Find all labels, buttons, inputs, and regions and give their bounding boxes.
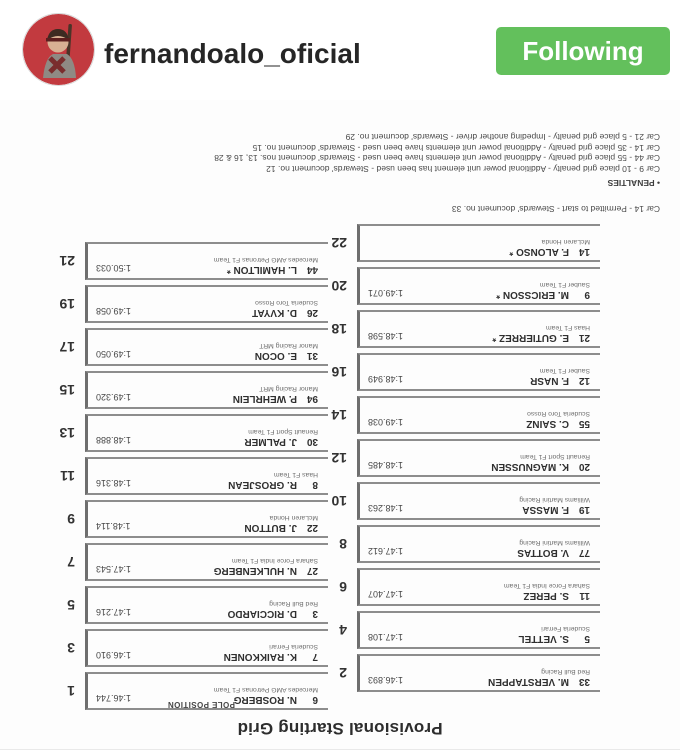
lap-time: 1:48.949 bbox=[368, 374, 404, 384]
car-number: 12 bbox=[578, 375, 590, 386]
driver-info bbox=[131, 470, 328, 493]
lap-time: 1:48.316 bbox=[96, 478, 132, 488]
grid-slot-box bbox=[357, 353, 600, 391]
penalties-section bbox=[214, 132, 660, 188]
team-name: Manor Racing MRT bbox=[259, 342, 318, 349]
penalties-title: • PENALTIES bbox=[607, 178, 660, 188]
username[interactable]: fernandoalo_oficial bbox=[104, 38, 361, 69]
penalty-line: Car 44 - 55 place grid penalty - Additional power unit elements have been used - Stewards' document nos. 13, 16 & 28 bbox=[214, 153, 660, 164]
driver-info bbox=[131, 642, 328, 665]
driver-info bbox=[131, 341, 328, 364]
team-name: Sauber F1 Team bbox=[539, 367, 590, 374]
driver-info bbox=[403, 538, 600, 561]
driver-name bbox=[407, 418, 590, 428]
lap-time: 1:48.598 bbox=[368, 331, 404, 341]
driver-surname: V. BOTTAS bbox=[517, 547, 569, 558]
position-number: 16 bbox=[331, 364, 347, 380]
driver-info bbox=[403, 280, 600, 303]
team-name: Williams Martini Racing bbox=[519, 539, 590, 546]
team-name: Red Bull Racing bbox=[269, 600, 318, 607]
samurai-avatar-icon bbox=[23, 14, 94, 85]
driver-surname: F. MASSA bbox=[522, 504, 569, 515]
lap-time: 1:49.071 bbox=[368, 288, 404, 298]
driver-name bbox=[135, 264, 318, 274]
driver-name bbox=[135, 393, 318, 403]
penalty-line: Car 9 - 10 place grid penalty - Additional power unit element has been used - Stewards' document no. 12 bbox=[266, 164, 660, 174]
team-name: Mercedes AMG Petronas F1 Team bbox=[213, 256, 318, 263]
grid-slot-box bbox=[85, 500, 328, 538]
driver-name bbox=[135, 565, 318, 575]
position-number: 22 bbox=[331, 235, 347, 251]
team-name: Manor Racing MRT bbox=[259, 385, 318, 392]
driver-surname: J. BUTTON bbox=[244, 522, 297, 533]
driver-info bbox=[131, 427, 328, 450]
grid-slot-box bbox=[357, 439, 600, 477]
car-number: 14 bbox=[578, 246, 590, 257]
position-number: 17 bbox=[59, 339, 75, 355]
driver-surname: J. PALMER bbox=[244, 436, 297, 447]
driver-surname: N. ROSBERG bbox=[233, 694, 297, 705]
team-name: McLaren Honda bbox=[541, 238, 590, 245]
car-number: 20 bbox=[578, 461, 590, 472]
driver-info bbox=[130, 513, 328, 536]
grid-slot-box bbox=[85, 586, 328, 624]
grid-slot-box bbox=[85, 242, 328, 280]
driver-info bbox=[403, 409, 600, 432]
driver-surname: K. MAGNUSSEN bbox=[491, 461, 569, 472]
car-number: 30 bbox=[306, 436, 318, 447]
following-button[interactable]: Following bbox=[496, 27, 670, 75]
grid-slot-box bbox=[357, 396, 600, 434]
team-name: Renault Sport F1 Team bbox=[248, 428, 318, 435]
team-name: Sahara Force India F1 Team bbox=[503, 582, 590, 589]
grid-slot-box bbox=[85, 371, 328, 409]
team-name: Haas F1 Team bbox=[545, 324, 590, 331]
driver-name bbox=[135, 694, 318, 704]
driver-surname: C. SAINZ bbox=[526, 418, 569, 429]
lap-time: 1:47.108 bbox=[368, 632, 404, 642]
position-number: 20 bbox=[331, 278, 347, 294]
team-name: Scuderia Ferrari bbox=[269, 643, 318, 650]
position-number: 3 bbox=[67, 640, 75, 656]
team-name: McLaren Honda bbox=[269, 514, 318, 521]
team-name: Williams Martini Racing bbox=[519, 496, 590, 503]
position-number: 18 bbox=[331, 321, 347, 337]
driver-info bbox=[403, 581, 600, 604]
driver-name bbox=[135, 350, 318, 360]
driver-info bbox=[131, 556, 328, 579]
driver-name bbox=[135, 307, 318, 317]
driver-info bbox=[368, 237, 600, 260]
team-name: Red Bull Racing bbox=[541, 668, 590, 675]
grid-slot-box bbox=[85, 457, 328, 495]
grid-slot-box bbox=[85, 672, 328, 710]
driver-info bbox=[403, 624, 600, 647]
post-header bbox=[0, 0, 680, 100]
team-name: Sahara Force India F1 Team bbox=[231, 557, 318, 564]
driver-name bbox=[135, 479, 318, 489]
permitted-note: Car 14 - Permitted to start - Stewards' document no. 33 bbox=[451, 204, 660, 214]
lap-time: 1:48.114 bbox=[96, 521, 131, 531]
driver-surname: N. HULKENBERG bbox=[213, 565, 297, 576]
lap-time: 1:46.744 bbox=[96, 693, 132, 703]
car-number: 44 bbox=[306, 264, 318, 275]
position-number: 4 bbox=[339, 622, 347, 638]
pole-position-label: POLE POSITION bbox=[167, 700, 235, 709]
driver-name bbox=[407, 547, 590, 557]
team-name: Sauber F1 Team bbox=[539, 281, 590, 288]
car-number: 3 bbox=[312, 608, 318, 619]
lap-time: 1:48.888 bbox=[96, 435, 132, 445]
driver-name bbox=[134, 522, 318, 532]
driver-surname: D. RICCIARDO bbox=[227, 608, 297, 619]
penalty-line: Car 21 - 5 place grid penalty - Impeding another driver - Stewards' document no. 29 bbox=[345, 132, 660, 143]
car-number: 55 bbox=[578, 418, 590, 429]
driver-surname: M. VERSTAPPEN bbox=[488, 676, 569, 687]
car-number: 9 bbox=[584, 289, 590, 300]
position-number: 19 bbox=[59, 296, 75, 312]
driver-info bbox=[403, 667, 600, 690]
document-title: Provisional Starting Grid bbox=[237, 719, 443, 738]
position-number: 7 bbox=[67, 554, 75, 570]
lap-time: 1:49.320 bbox=[96, 392, 132, 402]
grid-slot-box bbox=[357, 310, 600, 348]
position-number: 21 bbox=[59, 253, 75, 269]
driver-name bbox=[135, 608, 318, 618]
car-number: 27 bbox=[306, 565, 318, 576]
position-number: 10 bbox=[331, 493, 347, 509]
lap-time: 1:46.910 bbox=[96, 650, 132, 660]
grid-slot-box bbox=[357, 611, 600, 649]
driver-name bbox=[135, 436, 318, 446]
team-name: Scuderia Ferrari bbox=[541, 625, 590, 632]
car-number: 21 bbox=[578, 332, 590, 343]
driver-name bbox=[407, 504, 590, 514]
position-number: 13 bbox=[59, 425, 75, 441]
driver-name bbox=[407, 375, 590, 385]
position-number: 1 bbox=[67, 683, 75, 699]
car-number: 22 bbox=[306, 522, 318, 533]
driver-name bbox=[372, 246, 590, 256]
grid-slot-box bbox=[357, 568, 600, 606]
bottom-divider bbox=[0, 749, 680, 750]
car-number: 8 bbox=[312, 479, 318, 490]
position-number: 8 bbox=[339, 536, 347, 552]
driver-name bbox=[407, 633, 590, 643]
car-number: 7 bbox=[312, 651, 318, 662]
grid-slot-box bbox=[85, 328, 328, 366]
penalty-line: Car 14 - 35 place grid penalty - Additional power unit elements have been used - Stewards' document no. 15 bbox=[252, 143, 660, 153]
avatar[interactable] bbox=[22, 13, 95, 86]
lap-time: 1:49.058 bbox=[96, 306, 132, 316]
lap-time: 1:49.050 bbox=[96, 349, 132, 359]
driver-name bbox=[407, 332, 590, 342]
position-number: 11 bbox=[60, 468, 75, 484]
penalties-lines bbox=[214, 132, 660, 174]
car-number: 31 bbox=[306, 350, 318, 361]
driver-surname: S. VETTEL bbox=[518, 633, 569, 644]
car-number: 26 bbox=[306, 307, 318, 318]
driver-surname: F. ALONSO * bbox=[509, 246, 569, 257]
driver-surname: R. GROSJEAN bbox=[228, 479, 297, 490]
car-number: 11 bbox=[579, 590, 590, 601]
grid-slot-box bbox=[85, 629, 328, 667]
driver-info bbox=[131, 255, 328, 278]
driver-name bbox=[407, 461, 590, 471]
driver-name bbox=[407, 289, 590, 299]
team-name: Renault Sport F1 Team bbox=[520, 453, 590, 460]
driver-surname: M. ERICSSON * bbox=[496, 289, 569, 300]
lap-time: 1:48.263 bbox=[368, 503, 404, 513]
lap-time: 1:47.216 bbox=[96, 607, 132, 617]
driver-name bbox=[135, 651, 318, 661]
car-number: 5 bbox=[584, 633, 590, 644]
driver-info bbox=[403, 452, 600, 475]
lap-time: 1:47.612 bbox=[368, 546, 404, 556]
grid-slot-box bbox=[357, 654, 600, 692]
grid-slot-box bbox=[357, 482, 600, 520]
lap-time: 1:46.893 bbox=[368, 675, 404, 685]
position-number: 5 bbox=[67, 597, 75, 613]
car-number: 19 bbox=[578, 504, 590, 515]
lap-time: 1:48.485 bbox=[368, 460, 404, 470]
grid-slot-box bbox=[85, 414, 328, 452]
grid-slot-box bbox=[357, 224, 600, 262]
position-number: 14 bbox=[331, 407, 347, 423]
driver-info bbox=[131, 384, 328, 407]
team-name: Haas F1 Team bbox=[273, 471, 318, 478]
car-number: 94 bbox=[306, 393, 318, 404]
car-number: 6 bbox=[312, 694, 318, 705]
lap-time: 1:49.038 bbox=[368, 417, 404, 427]
lap-time: 1:50.033 bbox=[96, 263, 132, 273]
driver-surname: D. KVYAT bbox=[251, 307, 297, 318]
car-number: 33 bbox=[578, 676, 590, 687]
position-number: 2 bbox=[339, 665, 347, 681]
team-name: Scuderia Toro Rosso bbox=[527, 410, 590, 417]
lap-time bbox=[360, 255, 368, 260]
driver-surname: F. NASR bbox=[530, 375, 569, 386]
driver-surname: L. HAMILTON * bbox=[226, 264, 297, 275]
team-name: Scuderia Toro Rosso bbox=[255, 299, 318, 306]
post-photo[interactable] bbox=[0, 100, 680, 750]
car-number: 77 bbox=[578, 547, 590, 558]
driver-surname: E. OCON bbox=[254, 350, 297, 361]
driver-surname: E. GUTIERREZ * bbox=[492, 332, 569, 343]
grid-slot-box bbox=[85, 543, 328, 581]
driver-surname: S. PEREZ bbox=[523, 590, 569, 601]
driver-surname: P. WEHRLEIN bbox=[232, 393, 297, 404]
position-number: 9 bbox=[67, 511, 75, 527]
driver-info bbox=[131, 599, 328, 622]
driver-info bbox=[403, 495, 600, 518]
position-number: 12 bbox=[331, 450, 347, 466]
driver-name bbox=[407, 590, 590, 600]
grid-slot-box bbox=[357, 525, 600, 563]
starting-grid-document bbox=[0, 100, 680, 750]
driver-info bbox=[131, 685, 328, 708]
driver-surname: K. RAIKKONEN bbox=[223, 651, 297, 662]
lap-time: 1:47.407 bbox=[368, 589, 404, 599]
team-name: Mercedes AMG Petronas F1 Team bbox=[213, 686, 318, 693]
driver-name bbox=[407, 676, 590, 686]
grid-slot-box bbox=[357, 267, 600, 305]
lap-time: 1:47.543 bbox=[96, 564, 132, 574]
driver-info bbox=[403, 366, 600, 389]
grid-slot-box bbox=[85, 285, 328, 323]
position-number: 15 bbox=[59, 382, 75, 398]
driver-info bbox=[403, 323, 600, 346]
driver-info bbox=[131, 298, 328, 321]
position-number: 6 bbox=[339, 579, 347, 595]
